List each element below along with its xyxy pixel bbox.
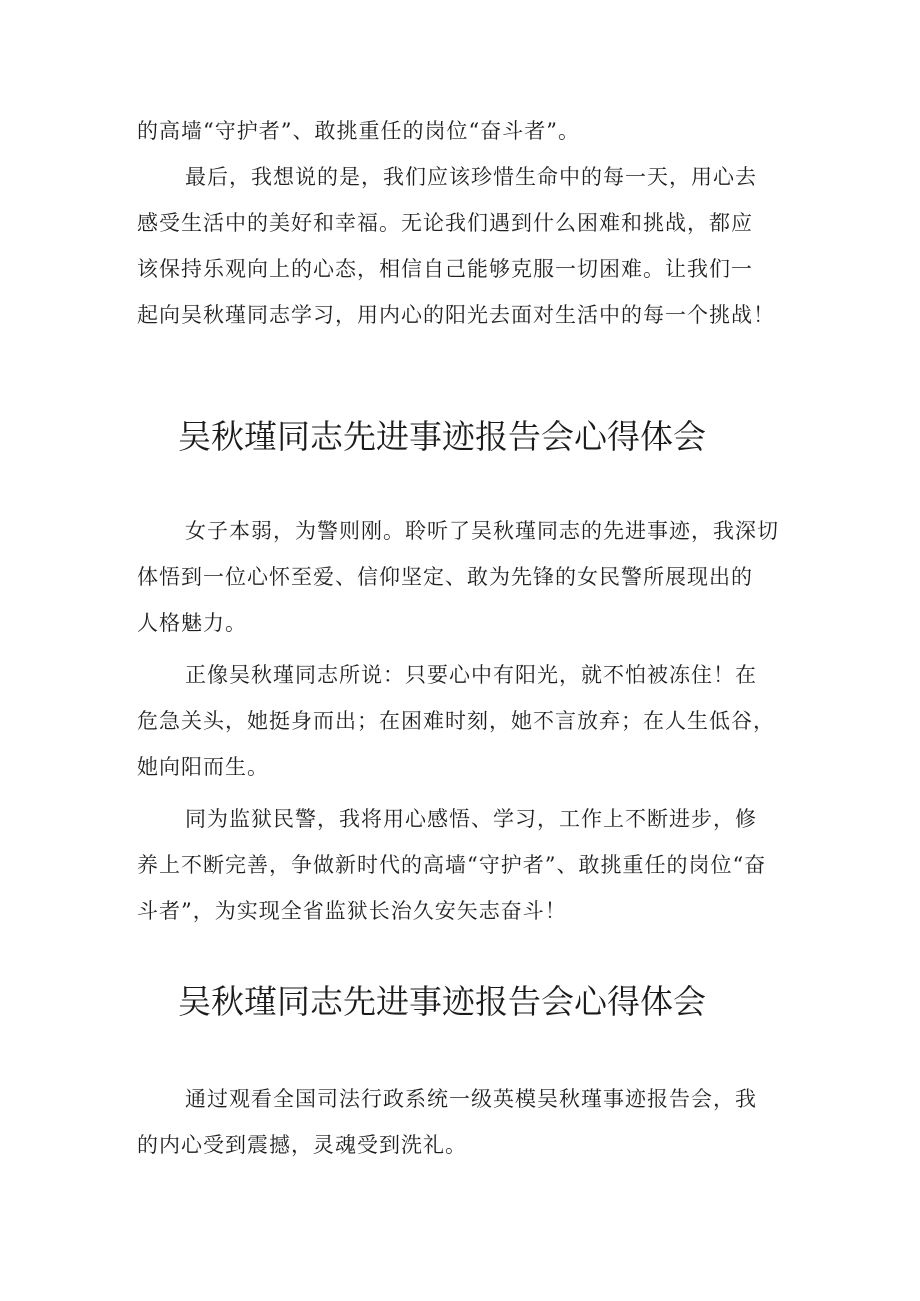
paragraph-line: 最后，我想说的是，我们应该珍惜生命中的每一天，用心去: [185, 165, 757, 189]
paragraph-line: 女子本弱，为警则刚。聆听了吴秋瑾同志的先进事迹，我深切: [185, 519, 779, 543]
paragraph-line: 该保持乐观向上的心态，相信自己能够克服一切困难。让我们一: [137, 257, 753, 281]
paragraph-line: 她向阳而生。: [137, 755, 269, 779]
closing-paragraph: [137, 154, 797, 338]
paragraph-line: 养上不断完善，争做新时代的高墙“守护者”、敢挑重任的岗位“奋: [137, 853, 767, 877]
paragraph-line: 体悟到一位心怀至爱、信仰坚定、敢为先锋的女民警所展现出的: [137, 565, 753, 589]
paragraph-line: 感受生活中的美好和幸福。无论我们遇到什么困难和挑战，都应: [137, 211, 753, 235]
essay-title: 吴秋瑾同志先进事迹报告会心得体会: [178, 417, 706, 456]
paragraph-line: 正像吴秋瑾同志所说：只要心中有阳光，就不怕被冻住！在: [185, 663, 757, 687]
paragraph: [137, 796, 797, 934]
continued-paragraph: [137, 108, 797, 154]
paragraph-line: 起向吴秋瑾同志学习，用内心的阳光去面对生活中的每一个挑战！: [137, 303, 775, 327]
paragraph-line: 人格魅力。: [137, 611, 247, 635]
paragraph: [137, 508, 797, 646]
paragraph: [137, 652, 797, 790]
paragraph-line: 危急关头，她挺身而出；在困难时刻，她不言放弃；在人生低谷，: [137, 709, 775, 733]
paragraph-line: 斗者”，为实现全省监狱长治久安矢志奋斗！: [137, 899, 567, 923]
paragraph-line: 的内心受到震撼，灵魂受到洗礼。: [137, 1133, 467, 1157]
paragraph-line: 通过观看全国司法行政系统一级英模吴秋瑾事迹报告会，我: [185, 1087, 757, 1111]
paragraph-line: 同为监狱民警，我将用心感悟、学习，工作上不断进步，修: [185, 807, 757, 831]
paragraph-line: 的高墙“守护者”、敢挑重任的岗位“奋斗者”。: [137, 119, 580, 143]
essay-title: 吴秋瑾同志先进事迹报告会心得体会: [178, 982, 706, 1021]
paragraph: [137, 1076, 797, 1168]
